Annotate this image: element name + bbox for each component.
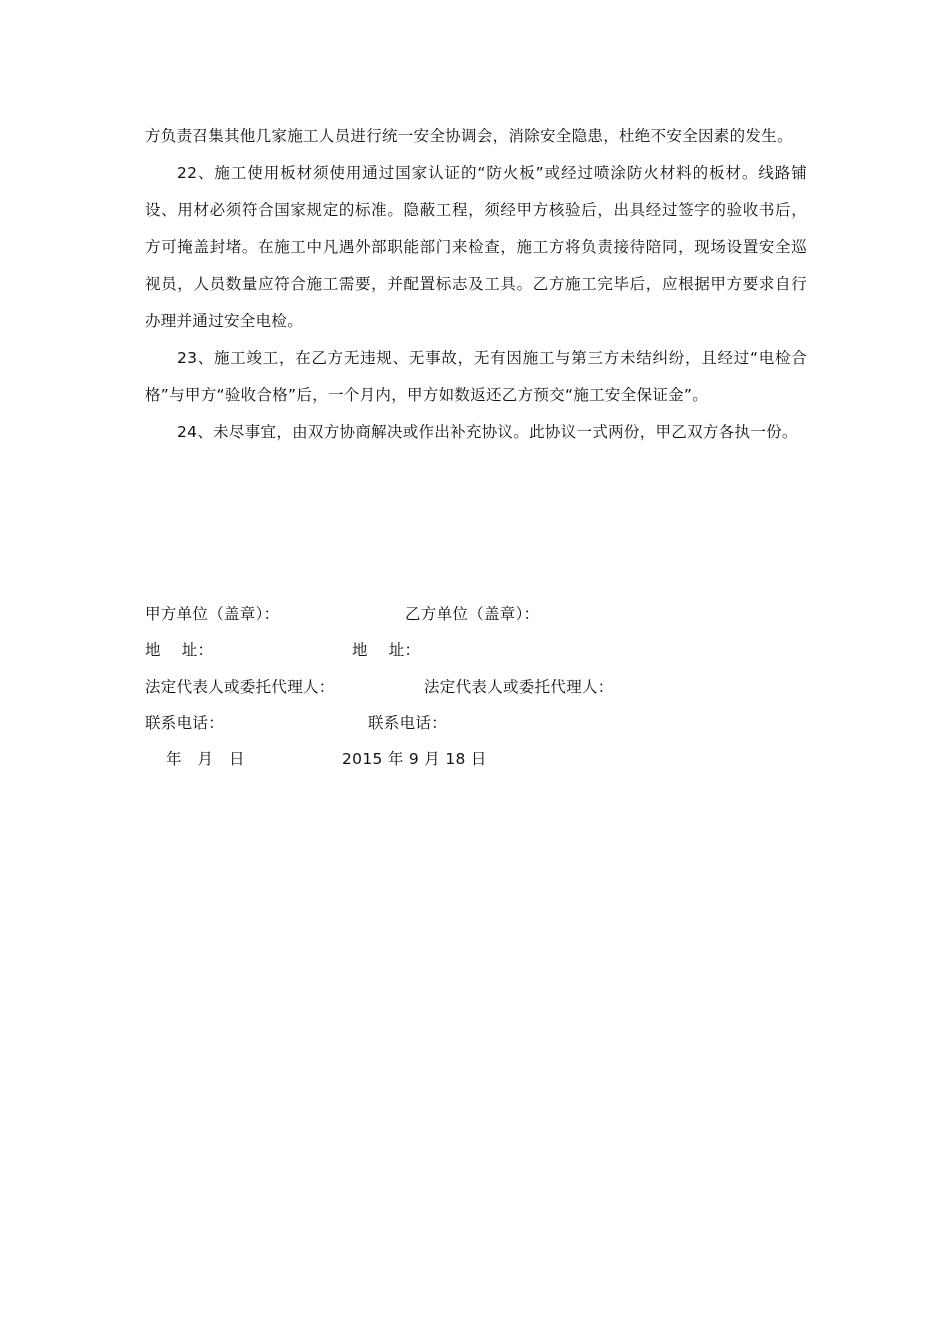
party-a-date: 年 月 日: [166, 750, 245, 768]
paragraph-clause-23: 23、施工竣工，在乙方无违规、无事故，无有因施工与第三方未结纠纷，且经过“电检合格”与甲方“验收合格”后，一个月内，甲方如数返还乙方预交“施工安全保证金”。: [145, 349, 807, 404]
party-b-address-label: 地 址：: [352, 641, 421, 659]
party-b-phone-label: 联系电话：: [368, 714, 448, 732]
party-a-phone-label: 联系电话：: [145, 714, 225, 732]
party-a-unit-label: 甲方单位（盖章）：: [145, 605, 280, 623]
contract-body: [145, 118, 807, 451]
paragraph-clause-24: 24、未尽事宜，由双方协商解决或作出补充协议。此协议一式两份，甲乙双方各执一份。: [177, 423, 798, 441]
paragraph-continuation: 方负责召集其他几家施工人员进行统一安全协调会，消除安全隐患，杜绝不安全因素的发生。: [145, 127, 793, 145]
party-a-address-label: 地 址：: [145, 641, 214, 659]
party-b-unit-label: 乙方单位（盖章）：: [405, 605, 540, 623]
party-b-representative-label: 法定代表人或委托代理人：: [424, 678, 614, 696]
paragraph-clause-22: 22、施工使用板材须使用通过国家认证的“防火板”或经过喷涂防火材料的板材。线路铺设、用材必须符合国家规定的标准。隐蔽工程，须经甲方核验后，出具经过签字的验收书后，方可掩盖封堵。在施工中凡遇外部职能部门来检查，施工方将负责接待陪同，现场设置安全巡视员，人员数量应符合施工需要，并配置标志及工具。乙方施工完毕后，应根据甲方要求自行办理并通过安全电检。: [145, 164, 807, 330]
party-a-representative-label: 法定代表人或委托代理人：: [145, 678, 335, 696]
party-b-date: 2015 年 9 月 18 日: [342, 750, 487, 768]
